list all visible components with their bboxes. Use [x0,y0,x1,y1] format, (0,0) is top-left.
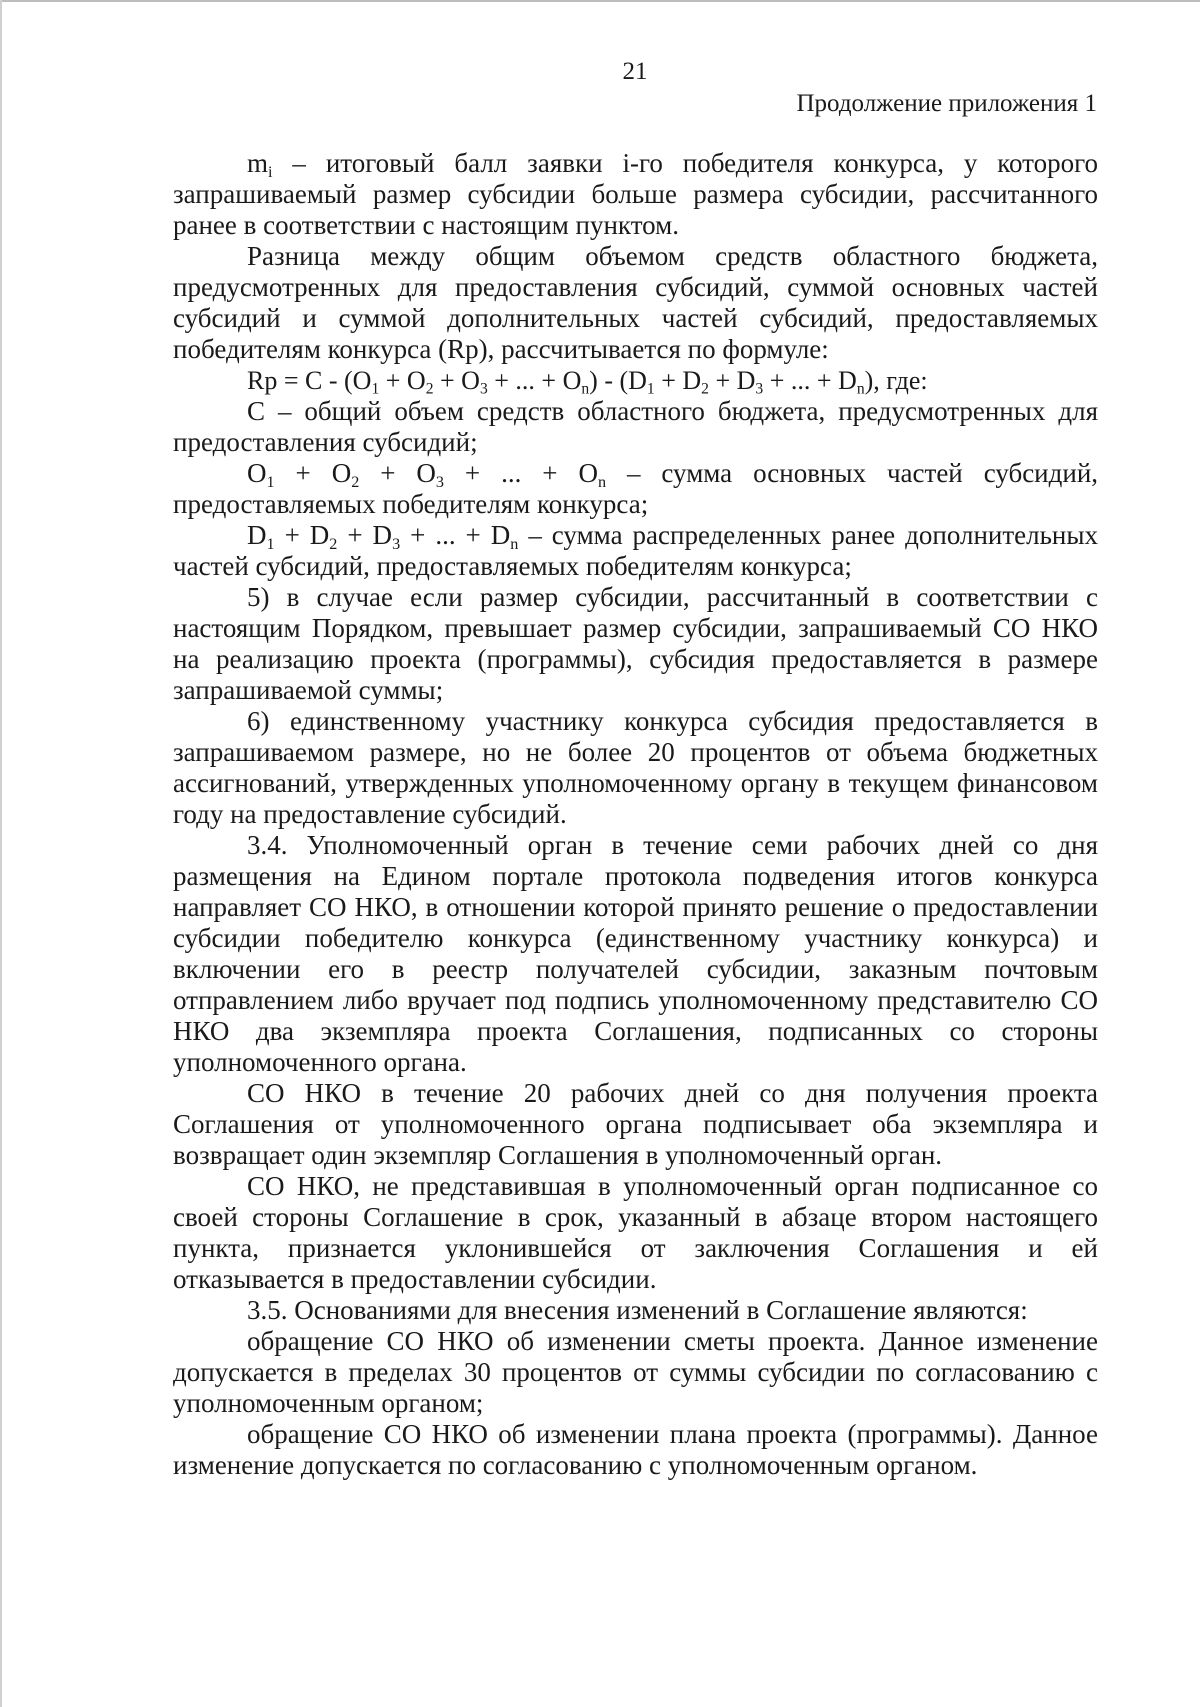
text-run: m [247,148,269,178]
paragraph [173,1171,1098,1295]
document-body [173,148,1098,1481]
text-run: Разница между общим объемом средств областного бюджета, предусмотренных для предоставления субсидий, суммой основных частей субсидий и суммой дополнительных частей субсидий, предоставляемых победителям конкурса (Rp), рассчитывается по формуле: [173,241,1098,364]
subscript: 2 [701,380,709,398]
text-run: + O [274,458,352,488]
subscript: i [268,162,273,181]
paragraph [173,1078,1098,1171]
paragraph [173,830,1098,1078]
text-run: + ... + O [444,458,598,488]
text-run: + D [337,520,393,550]
text-run: 5) в случае если размер субсидии, рассчитанный в соответствии с настоящим Порядком, превышает размер субсидии, запрашиваемый СО НКО на реализацию проекта (программы), субсидия предоставляется в размере запрашиваемой суммы; [173,582,1098,705]
paragraph [173,582,1098,706]
subscript: 2 [351,472,360,491]
text-run: + D [274,520,330,550]
text-run: – итоговый балл заявки i-го победителя конкурса, у которого запрашиваемый размер субсидии больше размера субсидии, рассчитанного ранее в соответствии с настоящим пунктом. [173,148,1098,240]
text-run: ), где: [864,366,928,395]
text-run: – сумма распределенных ранее дополнительных частей субсидий, предоставляемых победителям конкурса; [173,520,1099,581]
page-number: 21 [622,58,648,85]
text-run: + O [379,366,426,395]
text-run: D [247,520,267,550]
scan-border-top [0,0,1200,2]
text-run: обращение СО НКО об изменении плана проекта (программы). Данное изменение допускается по согласованию с уполномоченным органом. [173,1419,1098,1480]
scan-border-left [0,0,2,1707]
subscript: 2 [425,380,434,398]
subscript: n [856,380,865,398]
text-run: + D [654,366,702,395]
text-run: обращение СО НКО об изменении сметы проекта. Данное изменение допускается в пределах 30 процентов от суммы субсидии по согласованию с уполномоченным органом; [173,1326,1098,1418]
text-run: + ... + D [400,520,511,550]
text-run: + D [708,366,756,395]
subscript: n [510,534,519,553]
subscript: 1 [371,380,380,398]
paragraph [173,1419,1098,1481]
subscript: 1 [266,534,275,553]
text-run: 3.4. Уполномоченный орган в течение семи рабочих дней со дня размещения на Едином портале протокола подведения итогов конкурса направляет СО НКО, в отношении которой принято решение о предоставлении субсидии победителю конкурса (единственному участнику конкурса) и включении его в реестр получателей субсидии, заказным почтовым отправлением либо вручает под подпись уполномоченному представителю СО НКО два экземпляра проекта Соглашения, подписанных со стороны уполномоченного органа. [173,830,1098,1077]
subscript: 3 [392,534,401,553]
paragraph [173,148,1098,241]
text-run: СО НКО, не представившая в уполномоченный орган подписанное со своей стороны Соглашение в срок, указанный в абзаце втором настоящего пункта, признается уклонившейся от заключения Соглашения и ей отказывается в предоставлении субсидии. [173,1171,1098,1294]
subscript: n [581,380,590,398]
subscript: 3 [755,380,764,398]
paragraph [173,1326,1098,1419]
paragraph [173,458,1098,520]
subscript: 3 [479,380,488,398]
header-note: Продолжение приложения 1 [796,90,1097,117]
text-run: ) - (D [589,366,647,395]
paragraph [173,706,1098,830]
paragraph [173,241,1098,365]
subscript: 2 [329,534,338,553]
text-run: 6) единственному участнику конкурса субсидия предоставляется в запрашиваемом размере, но не более 20 процентов от объема бюджетных ассигнований, утвержденных уполномоченному органу в текущем финансовом году на предоставление субсидий. [173,706,1098,829]
text-run: + ... + D [763,366,857,395]
text-run: O [247,458,267,488]
formula-line [173,365,1098,396]
subscript: 1 [266,472,275,491]
text-run: + O [359,458,436,488]
text-run: Rp = C - (O [247,366,372,395]
text-run: – сумма основных частей субсидий, предоставляемых победителям конкурса; [173,458,1099,519]
paragraph [173,396,1098,458]
subscript: n [597,472,607,491]
text-run: СО НКО в течение 20 рабочих дней со дня получения проекта Соглашения от уполномоченного органа подписывает оба экземпляра и возвращает один экземпляр Соглашения в уполномоченный орган. [173,1078,1098,1170]
paragraph [173,520,1098,582]
text-run: + O [433,366,480,395]
subscript: 3 [435,472,444,491]
text-run: + ... + O [487,366,582,395]
text-run: C – общий объем средств областного бюджета, предусмотренных для предоставления субсидий; [173,396,1098,457]
text-run: 3.5. Основаниями для внесения изменений в Соглашение являются: [247,1295,1028,1325]
subscript: 1 [646,380,655,398]
paragraph [173,1295,1098,1326]
